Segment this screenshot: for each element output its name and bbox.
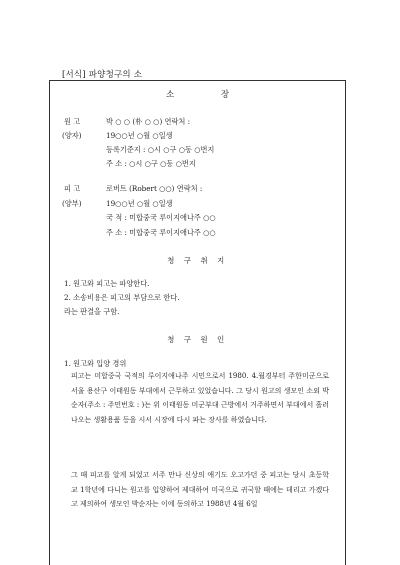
claim-item-1: 1. 원고와 피고는 파양한다. bbox=[64, 279, 150, 288]
defendant-role: 피 고 bbox=[64, 184, 81, 193]
document-title: 소 장 bbox=[165, 90, 252, 100]
defendant-relation: (양부) bbox=[62, 199, 82, 208]
claims-heading: 청 구 취 지 bbox=[167, 256, 228, 265]
plaintiff-birth: 19○○년 ○월 ○일생 bbox=[106, 131, 173, 140]
plaintiff-name: 박 ○ ○ (朴 ○ ○) 연락처 : bbox=[106, 117, 191, 126]
claim-item-2: 2. 소송비용은 피고의 부담으로 한다. bbox=[64, 293, 180, 302]
grounds-heading: 청 구 원 인 bbox=[167, 335, 228, 344]
defendant-name: 로버트 (Robert ○○) 연락처 : bbox=[106, 184, 203, 193]
claim-closing: 라는 판결을 구함. bbox=[64, 307, 120, 316]
defendant-address: 주 소 : 미합중국 루이지애나주 ○○ bbox=[106, 228, 216, 237]
grounds-subheading: 1. 원고와 입양 경위 bbox=[64, 359, 127, 368]
plaintiff-role: 원 고 bbox=[64, 117, 81, 126]
defendant-nationality: 국 적 : 미합중국 루이지애나주 ○○ bbox=[106, 213, 216, 222]
grounds-paragraph-1: 피고는 미합중국 국적의 루이지애나주 시민으로서 1980. 4.월경부터 주한미군으로 서울 용산구 이태원동 부대에서 근무하고 있었습니다. 그 당시 원고의 생모인 소외 박순자(주소 : 주민번호 : )는 위 이태원동 미군부대 근방에서 거주하면서 부대에서 흘러나오는 생활용품 등을 시서 시장에 다시 파는 장사를 하였습니다. bbox=[71, 372, 329, 424]
plaintiff-relation: (양자) bbox=[62, 131, 82, 140]
grounds-paragraph-2: 그 때 피고를 알게 되었고 서주 만나 신상의 애기도 오고가던 중 피고는 당시 초등학교 1학년에 다니는 원고를 입양하여 제대하여 미국으로 귀국할 때에는 데리고 가겠다고 제의하여 생모인 박순자는 이에 동의하고 1988년 4월 6일 bbox=[71, 471, 329, 509]
plaintiff-address: 주 소 : ○시 ○구 ○동 ○번지 bbox=[106, 159, 196, 168]
defendant-birth: 19○○년 ○월 ○일생 bbox=[106, 199, 173, 208]
document-frame bbox=[49, 80, 346, 565]
plaintiff-registry: 등록기준지 : ○시 ○구 ○동 ○번지 bbox=[106, 145, 215, 154]
form-caption: [서식] 파양청구의 소 bbox=[62, 70, 143, 80]
